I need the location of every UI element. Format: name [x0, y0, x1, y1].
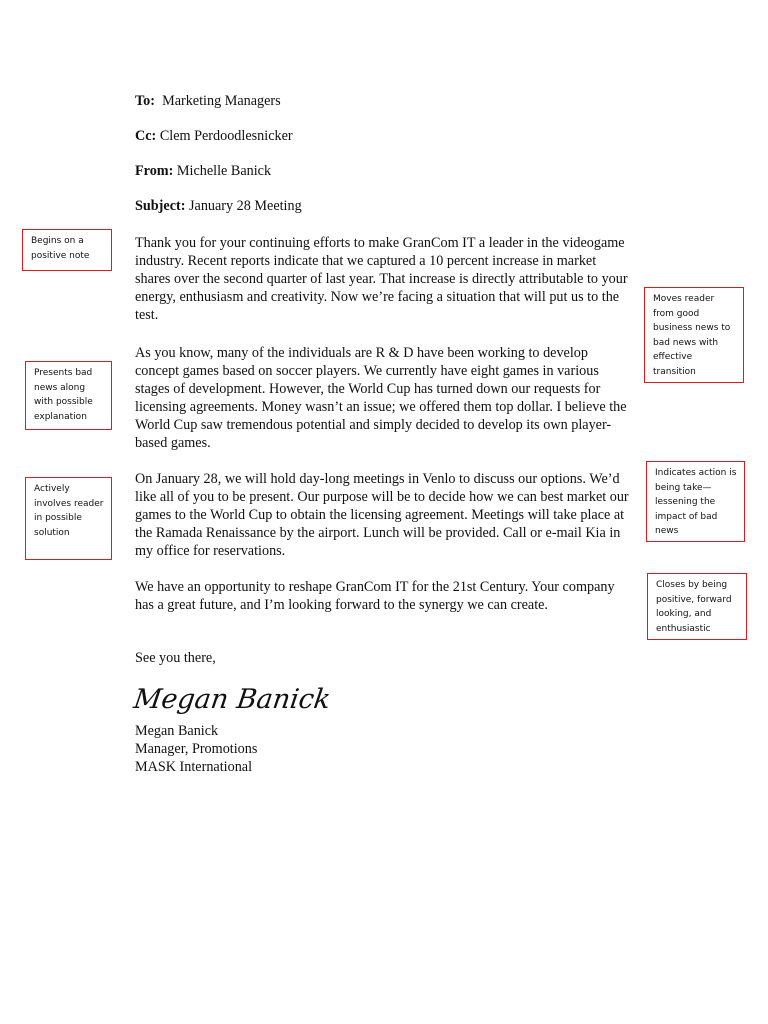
signature-block [135, 722, 257, 776]
cc-label: Cc: [135, 128, 157, 144]
sig-name: Megan Banick [135, 723, 219, 739]
paragraph-bad-news: As you know, many of the individuals are R & D have been working to develop concept games based on soccer players. We currently have eight games in various stages of development. However, the World Cup has turned down our requests for licensing agreements. Money wasn’t an issue; we offered them top dollar. I believe the World Cup saw tremendous potential and simply decided to develop its own player-based games. [135, 345, 627, 451]
memo [131, 92, 635, 775]
subject-label: Subject: [135, 198, 186, 214]
paragraph-opening: Thank you for your continuing efforts to make GranCom IT a leader in the videogame industry. Recent reports indicate that we captured a 10 percent increase in market shares over the second quarter of last year. That increase is directly attributable to your energy, enthusiasm and creativity. Now we’re facing a situation that will put us to the test. [135, 235, 628, 323]
closing-line: See you there, [135, 650, 216, 666]
handwritten-signature [131, 678, 333, 718]
from-label: From: [135, 163, 174, 179]
to-line [135, 92, 635, 110]
annotation-transition: Moves reader from good business news to bad news with effective transition [644, 287, 744, 383]
to-label: To: [135, 93, 155, 109]
paragraph-action: On January 28, we will hold day-long meetings in Venlo to discuss our options. We’d like all of you to be present. Our purpose will be to decide how we can best market our games to the World Cup to obtain the licensing agreement. Meetings will take place at the Ramada Renaissance by the airport. Lunch will be provided. Call or e-mail Kia in my office for reservations. [135, 471, 629, 559]
annotation-action: Indicates action is being take—lessening the impact of bad news [646, 461, 745, 542]
annotation-reader-involvement: Actively involves reader in possible solution [25, 477, 112, 560]
signature-text: Megan Banick [131, 684, 333, 715]
cc-line [135, 127, 635, 145]
paragraph-closing: We have an opportunity to reshape GranCom IT for the 21st Century. Your company has a great future, and I’m looking forward to the synergy we can create. [135, 579, 615, 613]
annotation-bad-news: Presents bad news along with possible explanation [25, 361, 112, 430]
annotation-positive-close: Closes by being positive, forward looking, and enthusiastic [647, 573, 747, 640]
subject-value: January 28 Meeting [189, 198, 302, 214]
sig-title: Manager, Promotions [135, 741, 258, 757]
from-value: Michelle Banick [176, 163, 272, 179]
subject-line [135, 197, 635, 215]
from-line [135, 162, 635, 180]
cc-value: Clem Perdoodlesnicker [159, 128, 293, 144]
to-value: Marketing Managers [162, 93, 281, 109]
sig-company: MASK International [135, 759, 253, 775]
annotation-positive-note: Begins on a positive note [22, 229, 112, 271]
